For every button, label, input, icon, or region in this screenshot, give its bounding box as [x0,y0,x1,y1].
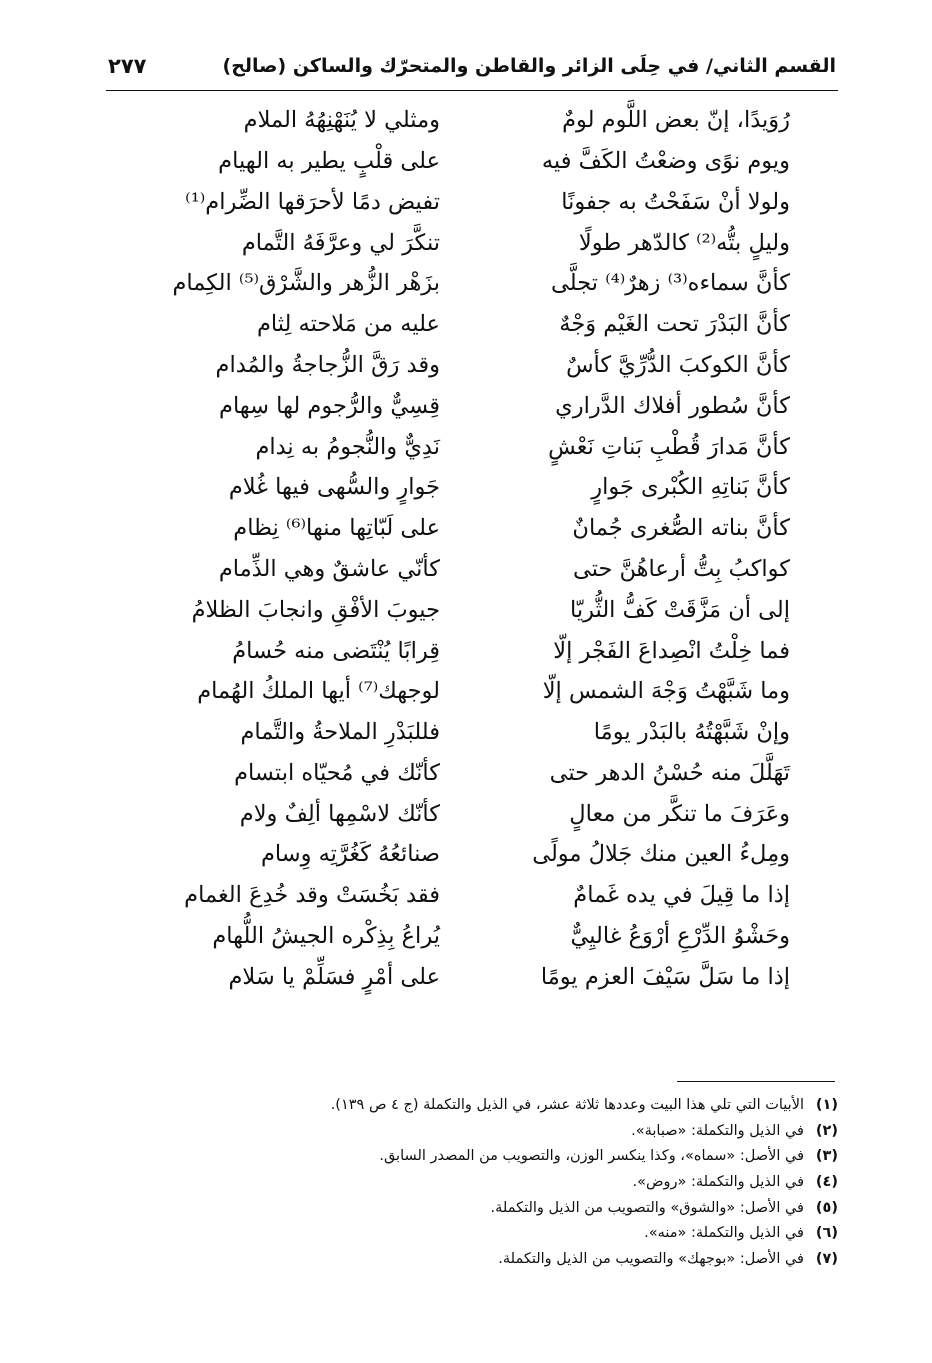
verse-sadr: وإنْ شَبَّهْتُهُ بالبَدْر يومًا [593,719,790,746]
verse-sadr: إذا ما سَلَّ سَيْفَ العزم يومًا [540,963,790,990]
footnote-text: في الأصل: «بوجهك» والتصويب من الذيل والتكملة. [498,1251,804,1268]
verse-sadr: كأنَّ بَناتِهِ الكُبْرى جَوارٍ [591,474,790,501]
verse-ajuz: تفيض دمًا لأحرَقها الضِّرام⁽¹⁾ [185,188,440,215]
verse-ajuz: على أمْرٍ فسَلِّمْ يا سَلام [228,963,440,990]
footnote [138,1119,838,1145]
verse [150,753,790,794]
footnote-rule [677,1081,835,1082]
footnote-mark: (٧) [815,1251,838,1268]
verse-ajuz: على لَبّاتِها منها⁽⁶⁾ نِظام [233,515,440,542]
footnote-mark: (٤) [815,1174,838,1191]
verse [150,712,790,753]
footnote [138,1196,838,1222]
verse-ajuz: يُراعُ بِذِكْره الجيشُ اللُّهام [212,923,440,950]
verse-sadr: وحَشْوُ الدِّرْعِ أرْوَعُ غاليِيٌّ [570,923,790,950]
verse-sadr: كواكبُ بِتُّ أرعاهُنَّ حتى [572,555,790,582]
footnote-mark: (١) [815,1097,838,1113]
verse-ajuz: عليه من مَلاحته لِثام [256,311,440,338]
page-header [108,44,836,88]
verse-ajuz: وقد رَقَّ الزُّجاجةُ والمُدام [215,351,440,378]
verse-ajuz: جيوبَ الأفْقِ وانجابَ الظلامُ [191,596,440,623]
footnotes [138,1093,838,1273]
footnote-text: في الذيل والتكملة: «روض». [632,1174,804,1191]
verse [150,141,790,182]
verse-sadr: وعَرَفَ ما تنكَّر من معالٍ [569,800,790,827]
verse-ajuz: فقد بَخُسَتْ وقد خُدِعَ الغمام [184,882,440,909]
verse-ajuz: فللبَدْرِ الملاحةُ والتَّمام [240,719,440,746]
verse-sadr: وليلٍ بتُّه⁽²⁾ كالدّهر طولًا [578,229,790,256]
verse [150,794,790,835]
footnote-mark: (٣) [815,1148,838,1165]
footnote-text: في الذيل والتكملة: «صبابة». [631,1122,804,1139]
verse-sadr: إذا ما قِيلَ في يده غَمامٌ [573,882,790,909]
footnote [138,1170,838,1196]
verse [150,630,790,671]
poem [150,100,790,998]
verse [150,182,790,223]
verse [150,386,790,427]
verse-ajuz: كأنّك لاسْمِها ألِفٌ ولام [239,800,440,827]
verse-ajuz: تنكَّرَ لي وعرَّفَهُ التَّمام [241,229,440,256]
verse-sadr: تَهَلَّلَ منه حُسْنُ الدهر حتى [549,759,790,786]
footnote [138,1221,838,1247]
verse-ajuz: قِسِيٌّ والرُّجوم لها سِهام [219,392,440,419]
verse-ajuz: ومثلي لا يُنَهْنِهُهُ الملام [243,107,440,134]
footnote-text: في الأصل: «والشوق» والتصويب من الذيل والتكملة. [490,1199,804,1216]
page-number: ٢٧٧ [108,54,147,78]
verse [150,426,790,467]
verse [150,304,790,345]
verse [150,671,790,712]
verse-sadr: ولولا أنْ سَفَحْتُ به جفونًا [561,188,790,215]
verse-ajuz: نَدِيٌّ والنُّجومُ به نِدام [255,433,440,460]
footnote-text: في الذيل والتكملة: «منه». [644,1225,804,1242]
verse-sadr: كأنَّ بناته الصُّغرى جُمانٌ [572,515,790,542]
verse-sadr: فما خِلْتُ انْصِداعَ الفَجْر إلّا [553,637,790,664]
verse-sadr: ومِلءُ العين منك جَلالُ مولًى [532,841,790,868]
running-title: القسم الثاني/ في حِلَى الزائر والقاطن والمتحرّك والساكن (صالح) [222,55,836,77]
verse [150,263,790,304]
verse-ajuz: كأنّي عاشقٌ وهي الذِّمام [218,555,440,582]
verse-sadr: رُوَيدًا، إنّ بعض اللَّوم لومٌ [562,107,790,134]
verse-ajuz: كأنّك في مُحيّاه ابتسام [234,759,440,786]
verse [150,100,790,141]
footnote-mark: (٢) [815,1122,838,1139]
verse-ajuz: لوجهك⁽⁷⁾ أيها الملكُ الهُمام [197,678,440,705]
verse [150,345,790,386]
footnote-mark: (٥) [815,1199,838,1216]
verse-ajuz: جَوارٍ والسُّهى فيها غُلام [228,474,440,501]
verse-ajuz: على قلْبٍ يطير به الهيام [218,147,440,174]
verse [150,834,790,875]
verse-sadr: كأنَّ الكوكبَ الدُّرِّيَّ كأسٌ [566,351,790,378]
verse [150,875,790,916]
verse [150,590,790,631]
header-rule [106,90,838,91]
verse [150,508,790,549]
verse-sadr: وما شَبَّهْتُ وَجْهَ الشمس إلّا [542,678,790,705]
verse [150,957,790,998]
verse-sadr: كأنَّ البَدْرَ تحت الغَيْم وَجْهٌ [559,311,790,338]
verse-sadr: كأنَّ مَدارَ قُطْبِ بَناتِ نَعْشٍ [548,433,790,460]
verse [150,222,790,263]
footnote [138,1144,838,1170]
verse-sadr: ويوم نوًى وضعْتُ الكَفَّ فيه [541,147,790,174]
footnote-text: في الأصل: «سماه»، وكذا ينكسر الوزن، والتصويب من المصدر السابق. [379,1148,804,1165]
verse-ajuz: بزَهْر الزُّهر والشَّرْق⁽⁵⁾ الكِمام [172,270,440,297]
verse-sadr: كأنَّ سُطور أفلاك الدَّراري [555,392,790,419]
verse-ajuz: قِرابًا يُنْتَضى منه حُسامُ [232,637,440,664]
verse [150,549,790,590]
verse-sadr: إلى أن مَزَّقَتْ كَفُّ الثُّريّا [570,596,790,623]
verse-ajuz: صنائعُهُ كَغُرَّتِه وِسام [260,841,440,868]
footnote-mark: (٦) [815,1225,838,1242]
footnote [138,1093,838,1119]
verse [150,916,790,957]
verse-sadr: كأنَّ سماءه⁽³⁾ زهرٌ⁽⁴⁾ تجلَّى [551,270,790,297]
footnote [138,1247,838,1273]
verse [150,467,790,508]
footnote-text: الأبيات التي تلي هذا البيت وعددها ثلاثة عشر، في الذيل والتكملة (ج ٤ ص ١٣٩). [330,1097,804,1113]
